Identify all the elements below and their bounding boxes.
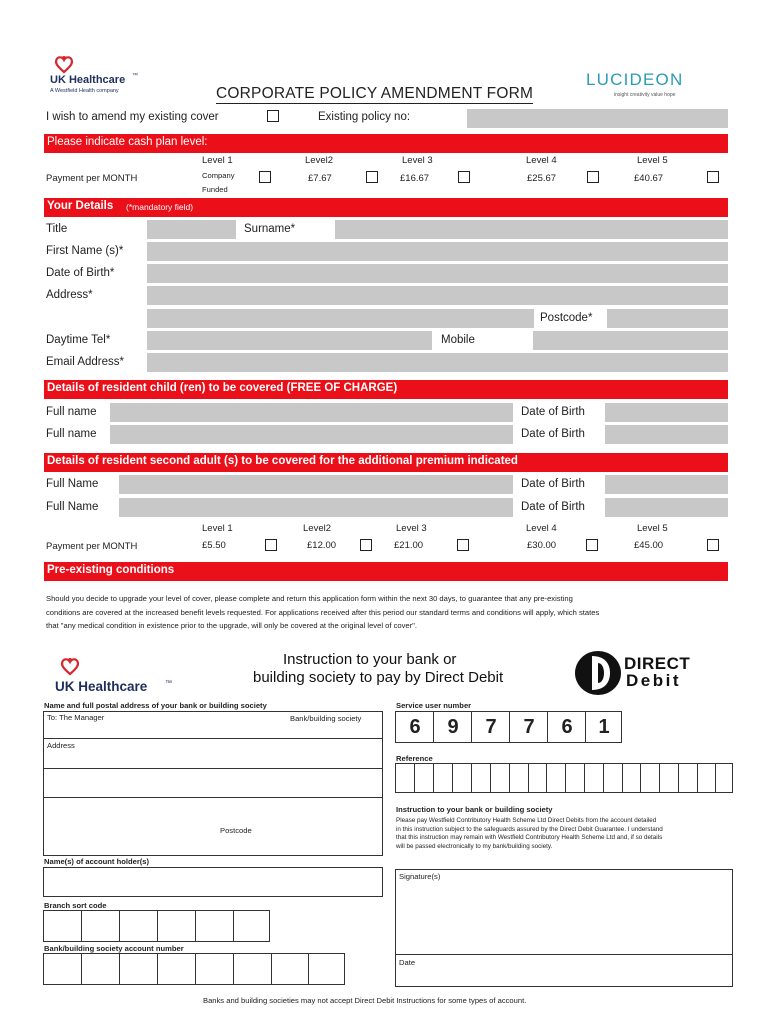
dob-input[interactable] bbox=[147, 264, 728, 283]
preexisting-line-3: that "any medical condition in existence prior to the upgrade, will only be covered at the original level of cover". bbox=[46, 621, 417, 630]
dd-logo-name: UK Healthcare bbox=[55, 679, 148, 694]
adult-2-name-label: Full Name bbox=[46, 501, 99, 513]
reference-cell bbox=[490, 764, 491, 792]
adult-level-4-label: Level 4 bbox=[526, 523, 557, 534]
mobile-label: Mobile bbox=[441, 334, 475, 346]
adult-level-3-price: £21.00 bbox=[394, 540, 424, 551]
level-2-price: £7.67 bbox=[308, 173, 332, 184]
sort-code-cell bbox=[157, 911, 158, 941]
sort-code-cell bbox=[195, 911, 196, 941]
amend-cover-checkbox[interactable] bbox=[267, 110, 279, 122]
dd-uk-healthcare-logo bbox=[55, 656, 185, 698]
logo-tm: ™ bbox=[132, 73, 138, 79]
address-label: Address* bbox=[46, 289, 93, 301]
account-holders-input[interactable] bbox=[43, 867, 383, 897]
reference-cell bbox=[622, 764, 623, 792]
adult-level-3-checkbox[interactable] bbox=[457, 539, 469, 551]
adult-level-1-price: £5.50 bbox=[202, 540, 226, 551]
direct-debit-emblem-icon bbox=[574, 650, 622, 696]
instruction-line: Please pay Westfield Contributory Health Scheme Ltd Direct Debits from the account detailed bbox=[396, 817, 657, 824]
reference-label: Reference bbox=[396, 754, 433, 763]
adult-2-dob-input[interactable] bbox=[605, 498, 728, 517]
postcode-label: Postcode* bbox=[540, 312, 593, 324]
reference-cell bbox=[433, 764, 434, 792]
level-5-price: £40.67 bbox=[634, 173, 664, 184]
mandatory-note: (*mandatory field) bbox=[126, 202, 194, 212]
email-label: Email Address* bbox=[46, 356, 124, 368]
account-number-label: Bank/building society account number bbox=[44, 944, 184, 953]
dd-footer: Banks and building societies may not accept Direct Debit Instructions for some types of account. bbox=[203, 996, 527, 1005]
adult-level-2-checkbox[interactable] bbox=[360, 539, 372, 551]
adult-level-1-label: Level 1 bbox=[202, 523, 233, 534]
to-manager-label: To: The Manager bbox=[47, 713, 105, 722]
sun-label: Service user number bbox=[396, 701, 472, 710]
account-number-cell bbox=[271, 954, 272, 984]
bank-address-box[interactable] bbox=[43, 711, 383, 856]
dd-address-label: Address bbox=[47, 741, 75, 750]
child-2-name-label: Full name bbox=[46, 428, 97, 440]
reference-cell bbox=[565, 764, 566, 792]
bank-address-label: Name and full postal address of your bank or building society bbox=[44, 701, 267, 710]
preexisting-banner-text: Pre-existing conditions bbox=[47, 564, 175, 576]
reference-cell bbox=[640, 764, 641, 792]
uk-healthcare-logo bbox=[50, 52, 160, 98]
adult-2-dob-label: Date of Birth bbox=[521, 501, 585, 513]
surname-label: Surname* bbox=[244, 223, 296, 235]
level-1-price-2: Funded bbox=[202, 185, 228, 194]
reference-cell bbox=[414, 764, 415, 792]
address-input-line-1[interactable] bbox=[147, 286, 728, 305]
reference-cell bbox=[678, 764, 679, 792]
level-5-label: Level 5 bbox=[637, 155, 668, 166]
adult-level-1-checkbox[interactable] bbox=[265, 539, 277, 551]
lucideon-tagline: insight creativity value hope bbox=[614, 92, 676, 98]
dd-logo-tm: ™ bbox=[165, 680, 172, 687]
reference-cell bbox=[715, 764, 716, 792]
preexisting-line-2: conditions are covered at the increased benefit levels requested. For applications received after this period our standard terms and conditions will apply, which states bbox=[46, 607, 600, 617]
adult-level-5-label: Level 5 bbox=[637, 523, 668, 534]
logo-name: UK Healthcare bbox=[50, 74, 126, 86]
adult-level-2-label: Level2 bbox=[303, 523, 331, 534]
instruction-text bbox=[396, 817, 663, 852]
form-title: CORPORATE POLICY AMENDMENT FORM bbox=[216, 85, 534, 102]
level-4-label: Level 4 bbox=[526, 155, 557, 166]
account-number-cell bbox=[157, 954, 158, 984]
surname-input[interactable] bbox=[335, 220, 728, 239]
sun-digit: 1 bbox=[598, 716, 610, 738]
reference-cell bbox=[509, 764, 510, 792]
level-4-checkbox[interactable] bbox=[587, 171, 599, 183]
existing-policy-input[interactable] bbox=[467, 109, 728, 128]
dd-postcode-label: Postcode bbox=[220, 826, 252, 835]
amend-cover-label: I wish to amend my existing cover bbox=[46, 111, 219, 123]
child-1-dob-label: Date of Birth bbox=[521, 406, 585, 418]
children-banner-text: Details of resident child (ren) to be covered (FREE OF CHARGE) bbox=[47, 382, 398, 394]
direct-debit-word-1: DIRECT bbox=[624, 654, 691, 673]
level-2-label: Level2 bbox=[305, 155, 333, 166]
dd-heading-line-2: building society to pay by Direct Debit bbox=[253, 669, 504, 686]
adult-level-5-checkbox[interactable] bbox=[707, 539, 719, 551]
instruction-line: that this instruction may remain with Westfield Contributory Health Scheme Ltd and, if so details bbox=[396, 834, 663, 842]
sun-digit: 9 bbox=[447, 716, 459, 738]
sort-code-input[interactable] bbox=[43, 910, 270, 942]
sun-digit: 7 bbox=[485, 716, 497, 738]
adult-1-name-input[interactable] bbox=[119, 475, 513, 494]
signature-date-divider bbox=[396, 954, 732, 955]
payment-per-month-label: Payment per MONTH bbox=[46, 173, 138, 184]
preexisting-line-1: Should you decide to upgrade your level of cover, please complete and return this application form within the next 30 days, to guarantee that any pre-existing bbox=[46, 594, 573, 603]
reference-input[interactable] bbox=[395, 763, 733, 793]
children-banner bbox=[44, 380, 728, 399]
signature-label: Signature(s) bbox=[399, 872, 441, 881]
level-3-checkbox[interactable] bbox=[458, 171, 470, 183]
bank-address-divider-1 bbox=[44, 738, 382, 739]
child-2-dob-input[interactable] bbox=[605, 425, 728, 444]
email-input[interactable] bbox=[147, 353, 728, 372]
your-details-banner-text: Your Details bbox=[47, 200, 114, 212]
reference-cell bbox=[659, 764, 660, 792]
mobile-input[interactable] bbox=[533, 331, 728, 350]
adults-banner bbox=[44, 453, 728, 472]
bank-society-label: Bank/building society bbox=[290, 714, 362, 723]
bank-address-divider-3 bbox=[44, 797, 382, 798]
instruction-line: will be passed electronically to my bank/building society. bbox=[396, 843, 553, 851]
adult-level-4-checkbox[interactable] bbox=[586, 539, 598, 551]
first-name-label: First Name (s)* bbox=[46, 245, 124, 257]
level-3-label: Level 3 bbox=[402, 155, 433, 166]
dd-heart-logo-icon bbox=[60, 656, 80, 676]
preexisting-banner bbox=[44, 562, 728, 581]
adult-level-2-price: £12.00 bbox=[307, 540, 337, 551]
adults-banner-text: Details of resident second adult (s) to be covered for the additional premium indicated bbox=[47, 455, 518, 467]
child-2-dob-label: Date of Birth bbox=[521, 428, 585, 440]
lucideon-logo bbox=[586, 70, 696, 102]
adult-1-dob-label: Date of Birth bbox=[521, 478, 585, 490]
postcode-input[interactable] bbox=[607, 309, 728, 328]
address-input-line-2[interactable] bbox=[147, 309, 534, 328]
account-number-cell bbox=[233, 954, 234, 984]
sort-code-label: Branch sort code bbox=[44, 901, 107, 910]
adult-level-3-label: Level 3 bbox=[396, 523, 427, 534]
direct-debit-logo bbox=[574, 650, 739, 696]
account-number-cell bbox=[81, 954, 82, 984]
logo-subtitle: A Westfield Health company bbox=[50, 88, 119, 94]
sort-code-cell bbox=[119, 911, 120, 941]
dob-label: Date of Birth* bbox=[46, 267, 115, 279]
instruction-line: in this instruction subject to the safeguards assured by the Direct Debit Guarantee. I understand bbox=[396, 825, 663, 833]
sun-digit: 6 bbox=[409, 716, 421, 738]
child-2-name-input[interactable] bbox=[110, 425, 513, 444]
preexisting-text bbox=[46, 592, 726, 633]
account-holders-label: Name(s) of account holder(s) bbox=[44, 857, 150, 866]
title-label: Title bbox=[46, 223, 68, 235]
adult-1-dob-input[interactable] bbox=[605, 475, 728, 494]
adult-level-4-price: £30.00 bbox=[527, 540, 557, 551]
signature-box[interactable] bbox=[395, 869, 733, 987]
instruction-label: Instruction to your bank or building society bbox=[396, 805, 553, 814]
daytime-tel-input[interactable] bbox=[147, 331, 432, 350]
cash-plan-banner-text: Please indicate cash plan level: bbox=[47, 136, 208, 148]
level-1-checkbox[interactable] bbox=[259, 171, 271, 183]
adult-payment-label: Payment per MONTH bbox=[46, 541, 138, 552]
level-1-price: Company bbox=[202, 171, 235, 180]
your-details-banner bbox=[44, 198, 728, 217]
child-1-name-input[interactable] bbox=[110, 403, 513, 422]
sort-code-cell bbox=[81, 911, 82, 941]
dd-heading-line-1: Instruction to your bank or bbox=[283, 651, 457, 668]
cash-plan-banner bbox=[44, 134, 728, 153]
account-number-input[interactable] bbox=[43, 953, 345, 985]
sun-box bbox=[395, 711, 622, 743]
first-name-input[interactable] bbox=[147, 242, 728, 261]
account-number-cell bbox=[195, 954, 196, 984]
lucideon-wordmark: LUCIDEON bbox=[586, 70, 684, 89]
child-1-dob-input[interactable] bbox=[605, 403, 728, 422]
existing-policy-label: Existing policy no: bbox=[318, 111, 411, 123]
reference-cell bbox=[603, 764, 604, 792]
direct-debit-word-2: Debit bbox=[626, 671, 681, 690]
reference-cell bbox=[584, 764, 585, 792]
account-number-cell bbox=[119, 954, 120, 984]
sort-code-cell bbox=[233, 911, 234, 941]
heart-logo-icon bbox=[54, 54, 74, 74]
adult-1-name-label: Full Name bbox=[46, 478, 99, 490]
reference-cell bbox=[471, 764, 472, 792]
title-input[interactable] bbox=[147, 220, 236, 239]
date-label: Date bbox=[399, 958, 416, 967]
sun-digit: 6 bbox=[561, 716, 573, 738]
adult-2-name-input[interactable] bbox=[119, 498, 513, 517]
sun-digit: 7 bbox=[523, 716, 535, 738]
reference-cell bbox=[528, 764, 529, 792]
reference-cell bbox=[546, 764, 547, 792]
level-5-checkbox[interactable] bbox=[707, 171, 719, 183]
reference-cell bbox=[452, 764, 453, 792]
level-1-label: Level 1 bbox=[202, 155, 233, 166]
level-4-price: £25.67 bbox=[527, 173, 557, 184]
adult-level-5-price: £45.00 bbox=[634, 540, 664, 551]
account-number-cell bbox=[308, 954, 309, 984]
level-3-price: £16.67 bbox=[400, 173, 430, 184]
bank-address-divider-2 bbox=[44, 768, 382, 769]
child-1-name-label: Full name bbox=[46, 406, 97, 418]
level-2-checkbox[interactable] bbox=[366, 171, 378, 183]
daytime-tel-label: Daytime Tel* bbox=[46, 334, 111, 346]
reference-cell bbox=[697, 764, 698, 792]
